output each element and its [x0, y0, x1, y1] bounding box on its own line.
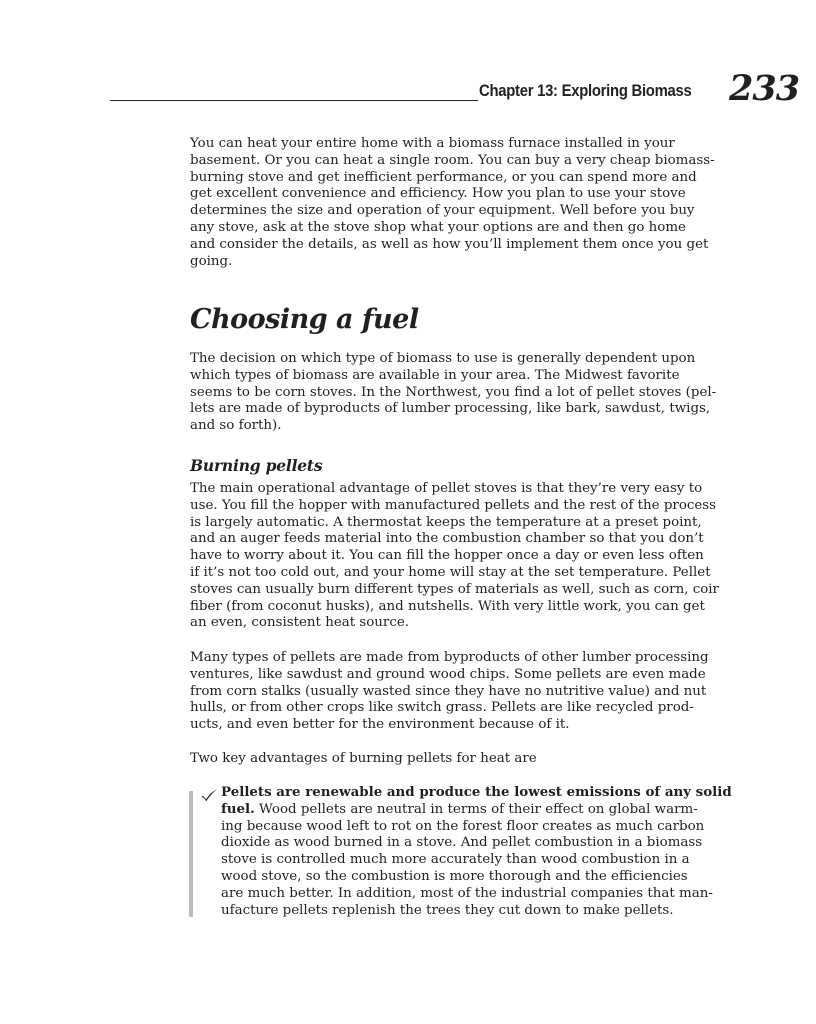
bullet-item [221, 784, 732, 919]
text-line: lets are made of byproducts of lumber processing, like bark, sawdust, twigs, [190, 401, 711, 417]
intro-paragraph [190, 136, 715, 270]
text-line: and consider the details, as well as how you’ll implement them once you get [190, 236, 709, 252]
pellets-paragraph-2 [190, 650, 710, 734]
text-line: stove is controlled much more accurately than wood combustion in a [221, 852, 690, 868]
text-line: ucts, and even better for the environment because of it. [190, 717, 570, 733]
text-line: seems to be corn stoves. In the Northwest, you find a lot of pellet stoves (pel- [190, 384, 717, 400]
text-line: hulls, or from other crops like switch grass. Pellets are like recycled prod- [190, 700, 694, 716]
text-line: are much better. In addition, most of the industrial companies that man- [221, 885, 713, 901]
page-number: 233 [729, 68, 800, 109]
text-line: if it’s not too cold out, and your home will stay at the set temperature. Pellet [190, 564, 711, 580]
bullet-lead-text-end: fuel. [221, 800, 255, 817]
text-line: The main operational advantage of pellet stoves is that they’re very easy to [190, 481, 703, 496]
text-line: an even, consistent heat source. [190, 615, 410, 631]
running-header-chapter: Chapter 13: Exploring Biomass [479, 82, 692, 100]
subsection-heading: Burning pellets [190, 456, 323, 475]
bullet-lead-text: Pellets are renewable and produce the lowest emissions of any solid [221, 784, 732, 800]
text-line: Two key advantages of burning pellets for heat are [190, 751, 537, 766]
text-line: The decision on which type of biomass to use is generally dependent upon [190, 351, 696, 366]
header-rule [110, 100, 478, 101]
section-heading: Choosing a fuel [190, 304, 419, 335]
text-line: which types of biomass are available in your area. The Midwest favorite [190, 367, 680, 383]
text-line: get excellent convenience and efficiency. How you plan to use your stove [190, 186, 686, 202]
text-line: basement. Or you can heat a single room. You can buy a very cheap biomass- [190, 152, 715, 168]
checkmark-bullet-icon [200, 788, 218, 802]
text-line: ufacture pellets replenish the trees they cut down to make pellets. [221, 902, 674, 918]
text-line: use. You fill the hopper with manufactured pellets and the rest of the process [190, 497, 717, 513]
text-line: any stove, ask at the stove shop what your options are and then go home [190, 219, 686, 235]
text-line: and an auger feeds material into the combustion chamber so that you don’t [190, 531, 704, 547]
pellets-paragraph-1 [190, 481, 719, 632]
text-line: wood stove, so the combustion is more thorough and the efficiencies [221, 868, 688, 884]
text-line: fiber (from coconut husks), and nutshells. With very little work, you can get [190, 598, 705, 614]
text-line: is largely automatic. A thermostat keeps the temperature at a preset point, [190, 514, 702, 530]
text-line: dioxide as wood burned in a stove. And pellet combustion in a biomass [221, 835, 703, 851]
text-line: You can heat your entire home with a biomass furnace installed in your [190, 136, 675, 151]
text-line: and so forth). [190, 418, 282, 434]
text-line: determines the size and operation of your equipment. Well before you buy [190, 203, 695, 219]
text-line: have to worry about it. You can fill the hopper once a day or even less often [190, 548, 704, 564]
text-line: Wood pellets are neutral in terms of their effect on global warm- [254, 801, 698, 817]
text-line: from corn stalks (usually wasted since they have no nutritive value) and nut [190, 683, 707, 699]
pellets-paragraph-3 [190, 751, 710, 768]
text-line: Many types of pellets are made from byproducts of other lumber processing [190, 650, 709, 665]
text-line: stoves can usually burn different types of materials as well, such as corn, coir [190, 581, 719, 597]
text-line: ing because wood left to rot on the forest floor creates as much carbon [221, 818, 705, 834]
bullet-sidebar-bar [189, 791, 193, 917]
section-paragraph [190, 351, 717, 435]
text-line: going. [190, 253, 233, 269]
text-line: ventures, like sawdust and ground wood chips. Some pellets are even made [190, 666, 706, 682]
text-line: burning stove and get inefficient performance, or you can spend more and [190, 169, 697, 185]
